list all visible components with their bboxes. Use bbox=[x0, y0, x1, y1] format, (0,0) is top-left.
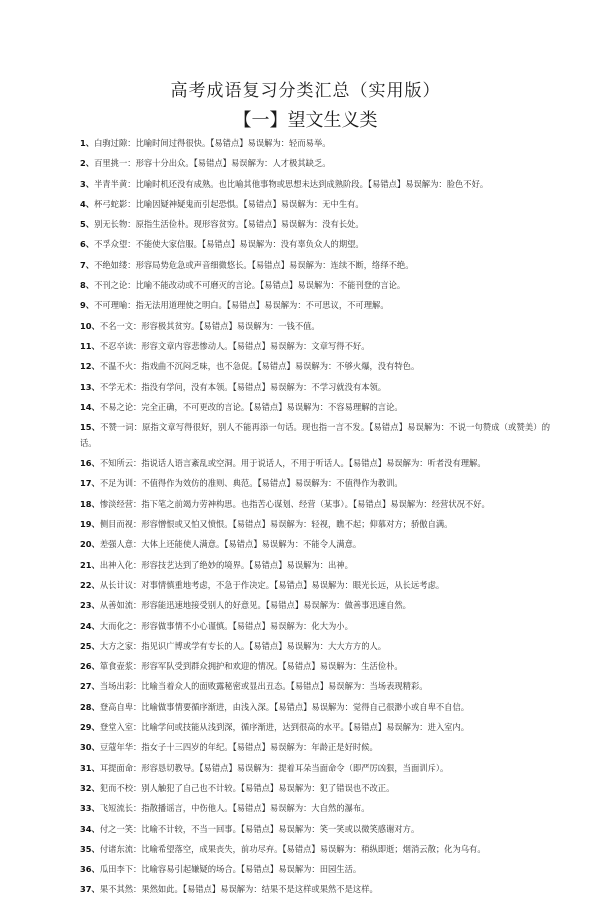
list-item bbox=[80, 842, 550, 858]
list-item-number: 15、 bbox=[80, 422, 101, 433]
list-item-text: 付诸东流：比喻希望落空，成果丧失，前功尽弃。【易错点】易误解为：稍纵即逝；烟消云散；化为乌有。 bbox=[99, 843, 486, 854]
list-item-number: 24、 bbox=[80, 620, 100, 631]
list-item-number: 3、 bbox=[80, 178, 95, 189]
list-item-text: 登堂入室：比喻学问或技能从浅到深，循序渐进，达到很高的水平。【易错点】易误解为：进入室内。 bbox=[99, 722, 470, 733]
list-item-text: 差强人意：大体上还能使人满意。【易错点】易误解为：不能令人满意。 bbox=[99, 539, 362, 550]
list-item-text: 犯而不校：别人触犯了自己也不计较。【易错点】易误解为：犯了错误也不改正。 bbox=[99, 782, 395, 793]
list-item-number: 23、 bbox=[80, 600, 100, 611]
list-item bbox=[80, 720, 550, 736]
list-item-text: 出神入化：形容技艺达到了绝妙的境界。【易错点】易误解为：出神。 bbox=[99, 559, 353, 570]
list-item-number: 34、 bbox=[80, 823, 100, 834]
list-item-number: 26、 bbox=[80, 661, 100, 672]
list-item bbox=[80, 679, 550, 695]
list-item-number: 37、 bbox=[80, 884, 100, 895]
list-item-text: 不赞一词：原指文章写得很好，别人不能再添一句话。现也指一言不发。【易错点】易误解为：不说一句赞成（或赞美）的话。 bbox=[80, 422, 551, 448]
list-item bbox=[80, 156, 550, 172]
list-item-text: 当场出彩：比喻当着众人的面败露秘密或显出丑态。【易错点】易误解为：当场表现精彩。 bbox=[99, 681, 428, 692]
list-item-text: 不名一文：形容极其贫穷。【易错点】易误解为：一钱不值。 bbox=[99, 320, 320, 331]
list-item-number: 30、 bbox=[80, 742, 100, 753]
list-item bbox=[80, 740, 550, 756]
list-item-text: 不知所云：指说话人语言紊乱或空洞。用于说话人，不用于听话人。【易错点】易误解为：听者没有理解。 bbox=[99, 458, 486, 469]
list-item bbox=[80, 400, 550, 416]
list-item-number: 25、 bbox=[80, 640, 100, 651]
list-item bbox=[80, 639, 550, 655]
list-item-number: 36、 bbox=[80, 864, 100, 875]
list-item-number: 22、 bbox=[80, 579, 100, 590]
section-heading: 【一】望文生义类 bbox=[233, 110, 378, 131]
list-item-number: 7、 bbox=[80, 259, 95, 270]
list-item-text: 飞短流长：指散播谣言，中伤他人。【易错点】易误解为：大自然的瀑布。 bbox=[99, 803, 370, 814]
list-item-number: 21、 bbox=[80, 559, 100, 570]
list-item bbox=[80, 558, 550, 574]
list-item-number: 18、 bbox=[80, 498, 100, 509]
list-item-text: 杯弓蛇影：比喻因疑神疑鬼而引起恐惧。【易错点】易误解为：无中生有。 bbox=[94, 198, 364, 209]
list-item bbox=[80, 761, 550, 777]
list-item-number: 13、 bbox=[80, 381, 100, 392]
list-item-number: 1、 bbox=[80, 138, 95, 148]
list-item-number: 31、 bbox=[80, 762, 100, 773]
list-item-text: 箪食壶浆：形容军队受到群众拥护和欢迎的情况。【易错点】易误解为：生活俭朴。 bbox=[99, 661, 403, 672]
list-item bbox=[80, 822, 550, 838]
list-item-text: 豆蔻年华：指女子十三四岁的年纪。【易错点】易误解为：年龄正是好时候。 bbox=[99, 742, 378, 753]
list-item-text: 付之一笑：比喻不计较，不当一回事。【易错点】易误解为：笑一笑或以微笑感谢对方。 bbox=[99, 823, 420, 834]
list-item bbox=[80, 339, 550, 355]
list-item-number: 6、 bbox=[80, 239, 95, 250]
list-item bbox=[80, 278, 550, 294]
list-item-number: 20、 bbox=[80, 539, 100, 550]
list-item bbox=[80, 659, 550, 675]
list-item bbox=[80, 217, 550, 233]
list-item bbox=[80, 420, 550, 451]
list-item bbox=[80, 801, 550, 817]
list-item-text: 大方之家：指见识广博或学有专长的人。【易错点】易误解为：大大方方的人。 bbox=[99, 640, 387, 651]
list-item-number: 12、 bbox=[80, 361, 100, 372]
list-item bbox=[80, 177, 550, 193]
list-item bbox=[80, 258, 550, 274]
list-item-number: 8、 bbox=[80, 280, 95, 291]
list-item bbox=[80, 781, 550, 797]
list-item bbox=[80, 197, 550, 213]
list-item-number: 2、 bbox=[80, 158, 95, 169]
list-item bbox=[80, 237, 550, 253]
list-item bbox=[80, 136, 550, 152]
list-item-text: 别无长物：原指生活俭朴。现形容贫穷。【易错点】易误解为：没有长处。 bbox=[94, 219, 364, 230]
list-item-text: 侧目而视：形容憎恨或又怕又愤恨。【易错点】易误解为：轻视，瞧不起；仰慕对方；骄傲自满。 bbox=[99, 519, 453, 530]
list-item-text: 从长计议：对事情慎重地考虑，不急于作决定。【易错点】易误解为：眼光长远，从长远考虑。 bbox=[99, 579, 445, 590]
list-item-number: 14、 bbox=[80, 401, 100, 412]
list-item bbox=[80, 862, 550, 878]
list-item bbox=[80, 619, 550, 635]
list-item bbox=[80, 598, 550, 614]
list-item bbox=[80, 298, 550, 314]
list-item-text: 不可理喻：指无法用道理使之明白。【易错点】易误解为：不可思议，不可理解。 bbox=[94, 300, 389, 311]
list-item bbox=[80, 476, 550, 492]
list-item-text: 不足为训：不值得作为效仿的准则、典范。【易错点】易误解为：不值得作为教训。 bbox=[99, 478, 403, 489]
list-item-number: 29、 bbox=[80, 722, 100, 733]
list-item bbox=[80, 497, 550, 513]
list-item bbox=[80, 380, 550, 396]
list-item-text: 不刊之论：比喻不能改动或不可磨灭的言论。【易错点】易误解为：不能刊登的言论。 bbox=[94, 280, 406, 291]
list-item-number: 9、 bbox=[80, 300, 95, 311]
list-item-text: 惨淡经营：指下笔之前竭力劳神构思。也指苦心谋划、经营（某事）。【易错点】易误解为：经营状况不好。 bbox=[99, 498, 490, 509]
list-item-number: 17、 bbox=[80, 478, 100, 489]
list-item bbox=[80, 578, 550, 594]
list-item bbox=[80, 456, 550, 472]
list-item-number: 5、 bbox=[80, 219, 95, 230]
list-item bbox=[80, 537, 550, 553]
list-item-text: 果不其然：果然如此。【易错点】易误解为：结果不是这样或果然不是这样。 bbox=[99, 884, 378, 895]
list-item-text: 半青半黄：比喻时机还没有成熟。也比喻其他事物或思想未达到成熟阶段。【易错点】易误解为：脸色不好。 bbox=[94, 178, 489, 189]
list-item-number: 28、 bbox=[80, 701, 100, 712]
list-item bbox=[80, 517, 550, 533]
list-item-text: 不温不火：指戏曲不沉闷乏味，也不急促。【易错点】易误解为：不够火爆，没有特色。 bbox=[99, 361, 420, 372]
idiom-list bbox=[80, 136, 550, 903]
list-item-number: 4、 bbox=[80, 198, 95, 209]
list-item-text: 不孚众望：不能使大家信服。【易错点】易误解为：没有辜负众人的期望。 bbox=[94, 239, 364, 250]
list-item-number: 35、 bbox=[80, 843, 100, 854]
list-item-text: 登高自卑：比喻做事情要循序渐进，由浅入深。【易错点】易误解为：觉得自己很渺小或自卑不自信。 bbox=[99, 701, 470, 712]
list-item-text: 不易之论：完全正确，不可更改的言论。【易错点】易误解为：不容易理解的言论。 bbox=[99, 401, 403, 412]
list-item bbox=[80, 359, 550, 375]
document-title: 高考成语复习分类汇总（实用版） bbox=[170, 81, 441, 101]
list-item bbox=[80, 882, 550, 898]
list-item-number: 33、 bbox=[80, 803, 100, 814]
list-item-text: 白驹过隙：比喻时间过得很快。【易错点】易误解为：轻而易举。 bbox=[94, 138, 331, 148]
list-item-number: 16、 bbox=[80, 458, 100, 469]
list-item-text: 不学无术：指没有学问，没有本领。【易错点】易误解为：不学习就没有本领。 bbox=[99, 381, 387, 392]
list-item-text: 大而化之：形容做事情不小心谨慎。【易错点】易误解为：化大为小。 bbox=[99, 620, 353, 631]
list-item bbox=[80, 700, 550, 716]
list-item-text: 不忍卒读：形容文章内容悲惨动人。【易错点】易误解为：文章写得不好。 bbox=[99, 340, 370, 351]
list-item bbox=[80, 319, 550, 335]
list-item-number: 32、 bbox=[80, 782, 100, 793]
list-item-number: 27、 bbox=[80, 681, 100, 692]
list-item-text: 百里挑一：形容十分出众。【易错点】易误解为：人才极其缺乏。 bbox=[94, 158, 331, 169]
list-item-text: 耳提面命：形容恳切教导。【易错点】易误解为：提着耳朵当面命令（即严厉凶狠，当面训斥）。 bbox=[99, 762, 449, 773]
list-item-number: 10、 bbox=[80, 320, 100, 331]
list-item-number: 19、 bbox=[80, 519, 100, 530]
list-item-number: 11、 bbox=[80, 340, 100, 351]
list-item-text: 从善如流：形容能迅速地接受别人的好意见。【易错点】易误解为：做善事迅速自然。 bbox=[99, 600, 411, 611]
list-item-text: 瓜田李下：比喻容易引起嫌疑的场合。【易错点】易误解为：田园生活。 bbox=[99, 864, 362, 875]
list-item-text: 不绝如缕：形容局势危急或声音细微悠长。【易错点】易误解为：连续不断，络绎不绝。 bbox=[94, 259, 414, 270]
